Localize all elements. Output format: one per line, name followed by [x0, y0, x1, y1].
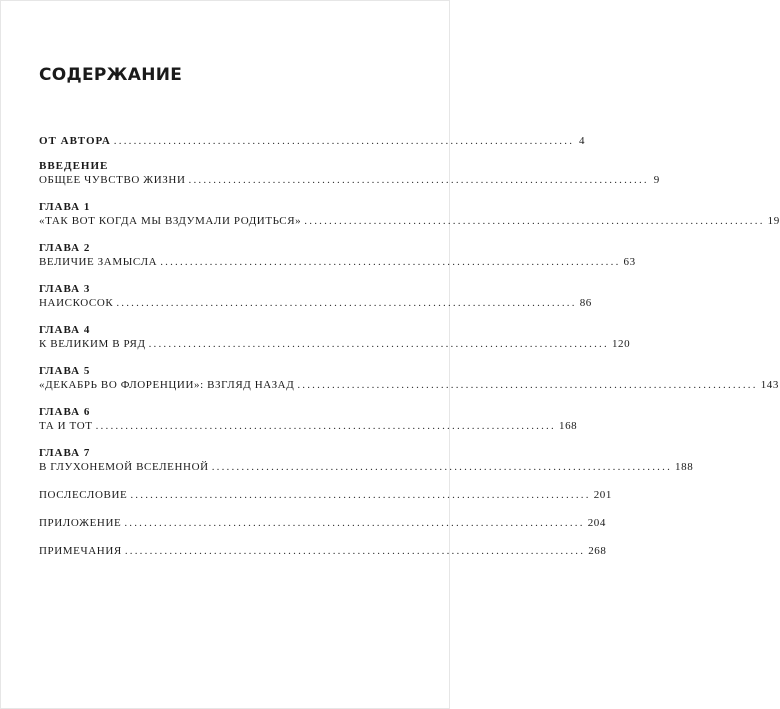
toc-page-number: 204: [587, 517, 606, 529]
toc-line: [39, 214, 780, 228]
toc-entry-notes: [39, 544, 607, 558]
dot-leader: .............................................................................................: [113, 135, 575, 147]
toc-entry-title: В ГЛУХОНЕМОЙ ВСЕЛЕННОЙ: [39, 461, 209, 473]
toc-line: [39, 337, 631, 351]
toc-entry-title: ПРИЛОЖЕНИЕ: [39, 517, 122, 529]
dot-leader: .............................................................................................: [297, 379, 758, 391]
toc-section-heading: ГЛАВА 1: [39, 201, 91, 213]
toc-line: [39, 255, 636, 269]
toc-page-number: 120: [611, 338, 631, 350]
toc-entry-title: «ТАК ВОТ КОГДА МЫ ВЗДУМАЛИ РОДИТЬСЯ»: [39, 215, 302, 227]
toc-page-number: 143: [760, 379, 779, 391]
toc-entry-title: ОТ АВТОРА: [39, 135, 111, 147]
toc-line: [39, 134, 586, 148]
toc-entry-title: ПОСЛЕСЛОВИЕ: [39, 489, 128, 501]
toc-entry-chapter-3: [39, 282, 592, 310]
toc-section-heading: ГЛАВА 6: [39, 406, 91, 418]
toc-page-number: 4: [579, 135, 586, 147]
toc-entry-title: «ДЕКАБРЬ ВО ФЛОРЕНЦИИ»: ВЗГЛЯД НАЗАД: [39, 379, 295, 391]
toc-line: [39, 419, 578, 433]
toc-entry-chapter-2: [39, 241, 636, 269]
toc-entry-title: К ВЕЛИКИМ В РЯД: [39, 338, 146, 350]
toc-entry-introduction: [39, 159, 660, 187]
dot-leader: .............................................................................................: [95, 420, 556, 432]
dot-leader: .............................................................................................: [124, 545, 586, 557]
toc-page-number: 86: [579, 297, 592, 309]
toc-page-number: 188: [675, 461, 694, 473]
toc-entry-chapter-5: [39, 364, 779, 392]
toc-section-heading: ВВЕДЕНИЕ: [39, 160, 109, 172]
toc-line: [39, 460, 694, 474]
toc-section-heading: ГЛАВА 4: [39, 324, 91, 336]
toc-entry-appendix: [39, 516, 606, 530]
toc-section-heading: ГЛАВА 3: [39, 283, 91, 295]
dot-leader: .............................................................................................: [211, 461, 673, 473]
dot-leader: .............................................................................................: [116, 297, 577, 309]
toc-entry-title: ПРИМЕЧАНИЯ: [39, 545, 122, 557]
toc-page-number: 268: [588, 545, 607, 557]
dot-leader: .............................................................................................: [148, 338, 609, 350]
toc-entry-afterword: [39, 488, 613, 502]
toc-entry-title: ТА И ТОТ: [39, 420, 93, 432]
toc-page-number: 201: [593, 489, 613, 501]
table-of-contents: [39, 134, 780, 558]
toc-entry-chapter-7: [39, 446, 694, 474]
toc-page-number: 168: [558, 420, 578, 432]
page-title: СОДЕРЖАНИЕ: [39, 65, 183, 85]
toc-line: [39, 173, 660, 187]
toc-section-heading: ГЛАВА 7: [39, 447, 91, 459]
toc-line: [39, 296, 592, 310]
toc-entry-chapter-4: [39, 323, 631, 351]
toc-line: [39, 516, 606, 530]
toc-entry-chapter-1: [39, 200, 780, 228]
toc-entry-from-author: [39, 134, 586, 148]
toc-entry-title: ВЕЛИЧИЕ ЗАМЫСЛА: [39, 256, 158, 268]
dot-leader: .............................................................................................: [124, 517, 585, 529]
toc-page-number: 63: [623, 256, 636, 268]
toc-page-number: 19: [767, 215, 780, 227]
dot-leader: .............................................................................................: [188, 174, 649, 186]
toc-entry-title: НАИСКОСОК: [39, 297, 114, 309]
toc-entry-chapter-6: [39, 405, 578, 433]
dot-leader: .............................................................................................: [130, 489, 591, 501]
toc-section-heading: ГЛАВА 2: [39, 242, 91, 254]
toc-line: [39, 488, 613, 502]
toc-section-heading: ГЛАВА 5: [39, 365, 91, 377]
toc-line: [39, 378, 779, 392]
dot-leader: .............................................................................................: [160, 256, 621, 268]
dot-leader: .............................................................................................: [304, 215, 765, 227]
toc-page-number: 9: [653, 174, 660, 186]
toc-entry-title: ОБЩЕЕ ЧУВСТВО ЖИЗНИ: [39, 174, 186, 186]
toc-line: [39, 544, 607, 558]
